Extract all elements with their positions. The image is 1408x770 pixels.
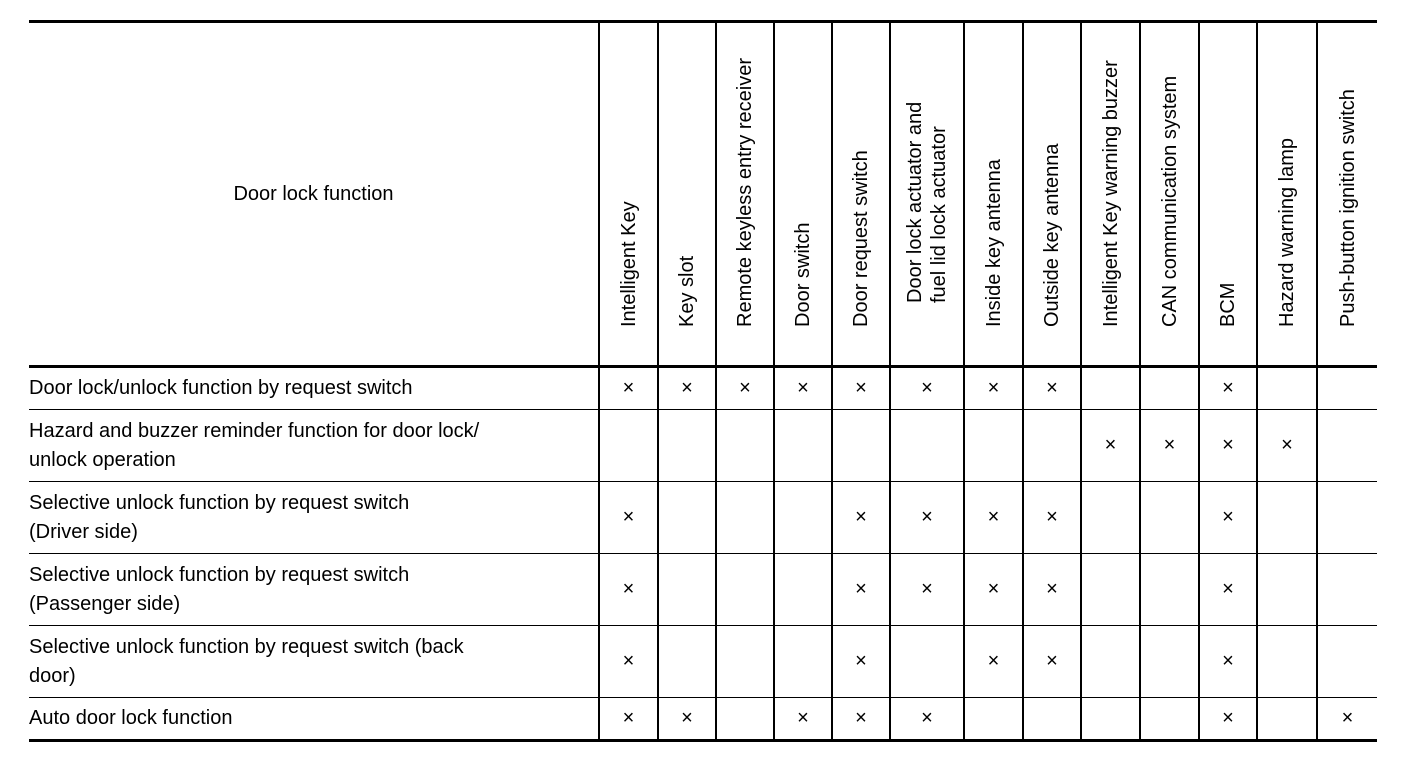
column-header (1023, 22, 1081, 367)
applicable-mark: × (890, 698, 964, 741)
empty-cell (774, 626, 832, 698)
empty-cell (1140, 482, 1199, 554)
applicable-mark: × (774, 698, 832, 741)
empty-cell (1081, 482, 1140, 554)
column-header (1199, 22, 1257, 367)
applicable-mark: × (1023, 482, 1081, 554)
empty-cell (658, 410, 716, 482)
empty-cell (1257, 554, 1317, 626)
column-header-label: Outside key antenna (1041, 143, 1063, 327)
empty-cell (1081, 367, 1140, 410)
applicable-mark: × (832, 482, 890, 554)
table-row (29, 698, 1377, 741)
applicable-mark: × (1199, 554, 1257, 626)
empty-cell (716, 554, 774, 626)
applicable-mark: × (599, 554, 658, 626)
applicable-mark: × (599, 367, 658, 410)
column-header (599, 22, 658, 367)
column-header (964, 22, 1023, 367)
applicable-mark: × (964, 482, 1023, 554)
empty-cell (1081, 626, 1140, 698)
applicable-mark: × (964, 626, 1023, 698)
column-header-label: Inside key antenna (982, 159, 1005, 327)
empty-cell (1257, 367, 1317, 410)
empty-cell (658, 626, 716, 698)
applicable-mark: × (890, 554, 964, 626)
empty-cell (1023, 410, 1081, 482)
empty-cell (1023, 698, 1081, 741)
row-function-label: Selective unlock function by request switch (Passenger side) (29, 554, 599, 626)
applicable-mark: × (832, 698, 890, 741)
column-header (774, 22, 832, 367)
applicable-mark: × (832, 626, 890, 698)
column-header-label: Intelligent Key (617, 201, 640, 327)
empty-cell (774, 482, 832, 554)
empty-cell (1317, 410, 1377, 482)
empty-cell (1081, 698, 1140, 741)
empty-cell (832, 410, 890, 482)
empty-cell (1140, 698, 1199, 741)
applicable-mark: × (890, 367, 964, 410)
table-body (29, 367, 1377, 741)
column-header-label: Door switch (792, 222, 814, 327)
table-row (29, 626, 1377, 698)
function-component-table (29, 20, 1377, 742)
column-header (1081, 22, 1140, 367)
applicable-mark: × (1199, 367, 1257, 410)
column-header-label: Key slot (676, 255, 698, 327)
applicable-mark: × (774, 367, 832, 410)
row-function-label: Selective unlock function by request switch (back door) (29, 626, 599, 698)
applicable-mark: × (964, 367, 1023, 410)
column-header (1317, 22, 1377, 367)
applicable-mark: × (1081, 410, 1140, 482)
table-row (29, 482, 1377, 554)
empty-cell (599, 410, 658, 482)
corner-header: Door lock function (29, 22, 599, 367)
column-header-label: Door lock actuator and fuel lid lock actuator (904, 101, 950, 303)
column-header-label: Intelligent Key warning buzzer (1099, 60, 1122, 327)
empty-cell (774, 410, 832, 482)
applicable-mark: × (599, 626, 658, 698)
applicable-mark: × (658, 698, 716, 741)
empty-cell (716, 698, 774, 741)
empty-cell (1140, 367, 1199, 410)
empty-cell (658, 554, 716, 626)
column-header (1140, 22, 1199, 367)
empty-cell (1140, 554, 1199, 626)
column-header (832, 22, 890, 367)
row-function-label: Hazard and buzzer reminder function for door lock/ unlock operation (29, 410, 599, 482)
empty-cell (658, 482, 716, 554)
applicable-mark: × (1023, 626, 1081, 698)
applicable-mark: × (890, 482, 964, 554)
row-function-label: Door lock/unlock function by request switch (29, 377, 413, 399)
empty-cell (1317, 367, 1377, 410)
applicable-mark: × (1257, 410, 1317, 482)
empty-cell (774, 554, 832, 626)
table-row (29, 410, 1377, 482)
table-row (29, 367, 1377, 410)
empty-cell (1257, 698, 1317, 741)
empty-cell (964, 698, 1023, 741)
empty-cell (716, 410, 774, 482)
applicable-mark: × (1199, 410, 1257, 482)
column-header (1257, 22, 1317, 367)
applicable-mark: × (1023, 367, 1081, 410)
empty-cell (890, 626, 964, 698)
applicable-mark: × (599, 482, 658, 554)
applicable-mark: × (1140, 410, 1199, 482)
applicable-mark: × (1199, 626, 1257, 698)
row-function-label: Auto door lock function (29, 698, 599, 741)
empty-cell (1140, 626, 1199, 698)
empty-cell (716, 482, 774, 554)
row-function-label: Selective unlock function by request switch (Driver side) (29, 482, 599, 554)
empty-cell (964, 410, 1023, 482)
column-header-label: Remote keyless entry receiver (734, 58, 756, 327)
empty-cell (1317, 554, 1377, 626)
empty-cell (1317, 482, 1377, 554)
applicable-mark: × (832, 554, 890, 626)
column-header (658, 22, 716, 367)
applicable-mark: × (832, 367, 890, 410)
table-row (29, 554, 1377, 626)
empty-cell (716, 626, 774, 698)
table-header-row (29, 22, 1377, 367)
column-header (716, 22, 774, 367)
column-header (890, 22, 964, 367)
applicable-mark: × (716, 367, 774, 410)
column-header-label: Push-button ignition switch (1336, 89, 1359, 327)
column-header-label: Door request switch (850, 150, 872, 327)
applicable-mark: × (599, 698, 658, 741)
empty-cell (1081, 554, 1140, 626)
empty-cell (1257, 626, 1317, 698)
applicable-mark: × (1023, 554, 1081, 626)
applicable-mark: × (658, 367, 716, 410)
column-header-label: BCM (1217, 282, 1239, 327)
column-header-label: CAN communication system (1158, 75, 1181, 327)
applicable-mark: × (964, 554, 1023, 626)
column-header-label: Hazard warning lamp (1276, 138, 1298, 327)
empty-cell (1317, 626, 1377, 698)
applicable-mark: × (1317, 698, 1377, 741)
empty-cell (890, 410, 964, 482)
applicable-mark: × (1199, 482, 1257, 554)
applicable-mark: × (1199, 698, 1257, 741)
empty-cell (1257, 482, 1317, 554)
